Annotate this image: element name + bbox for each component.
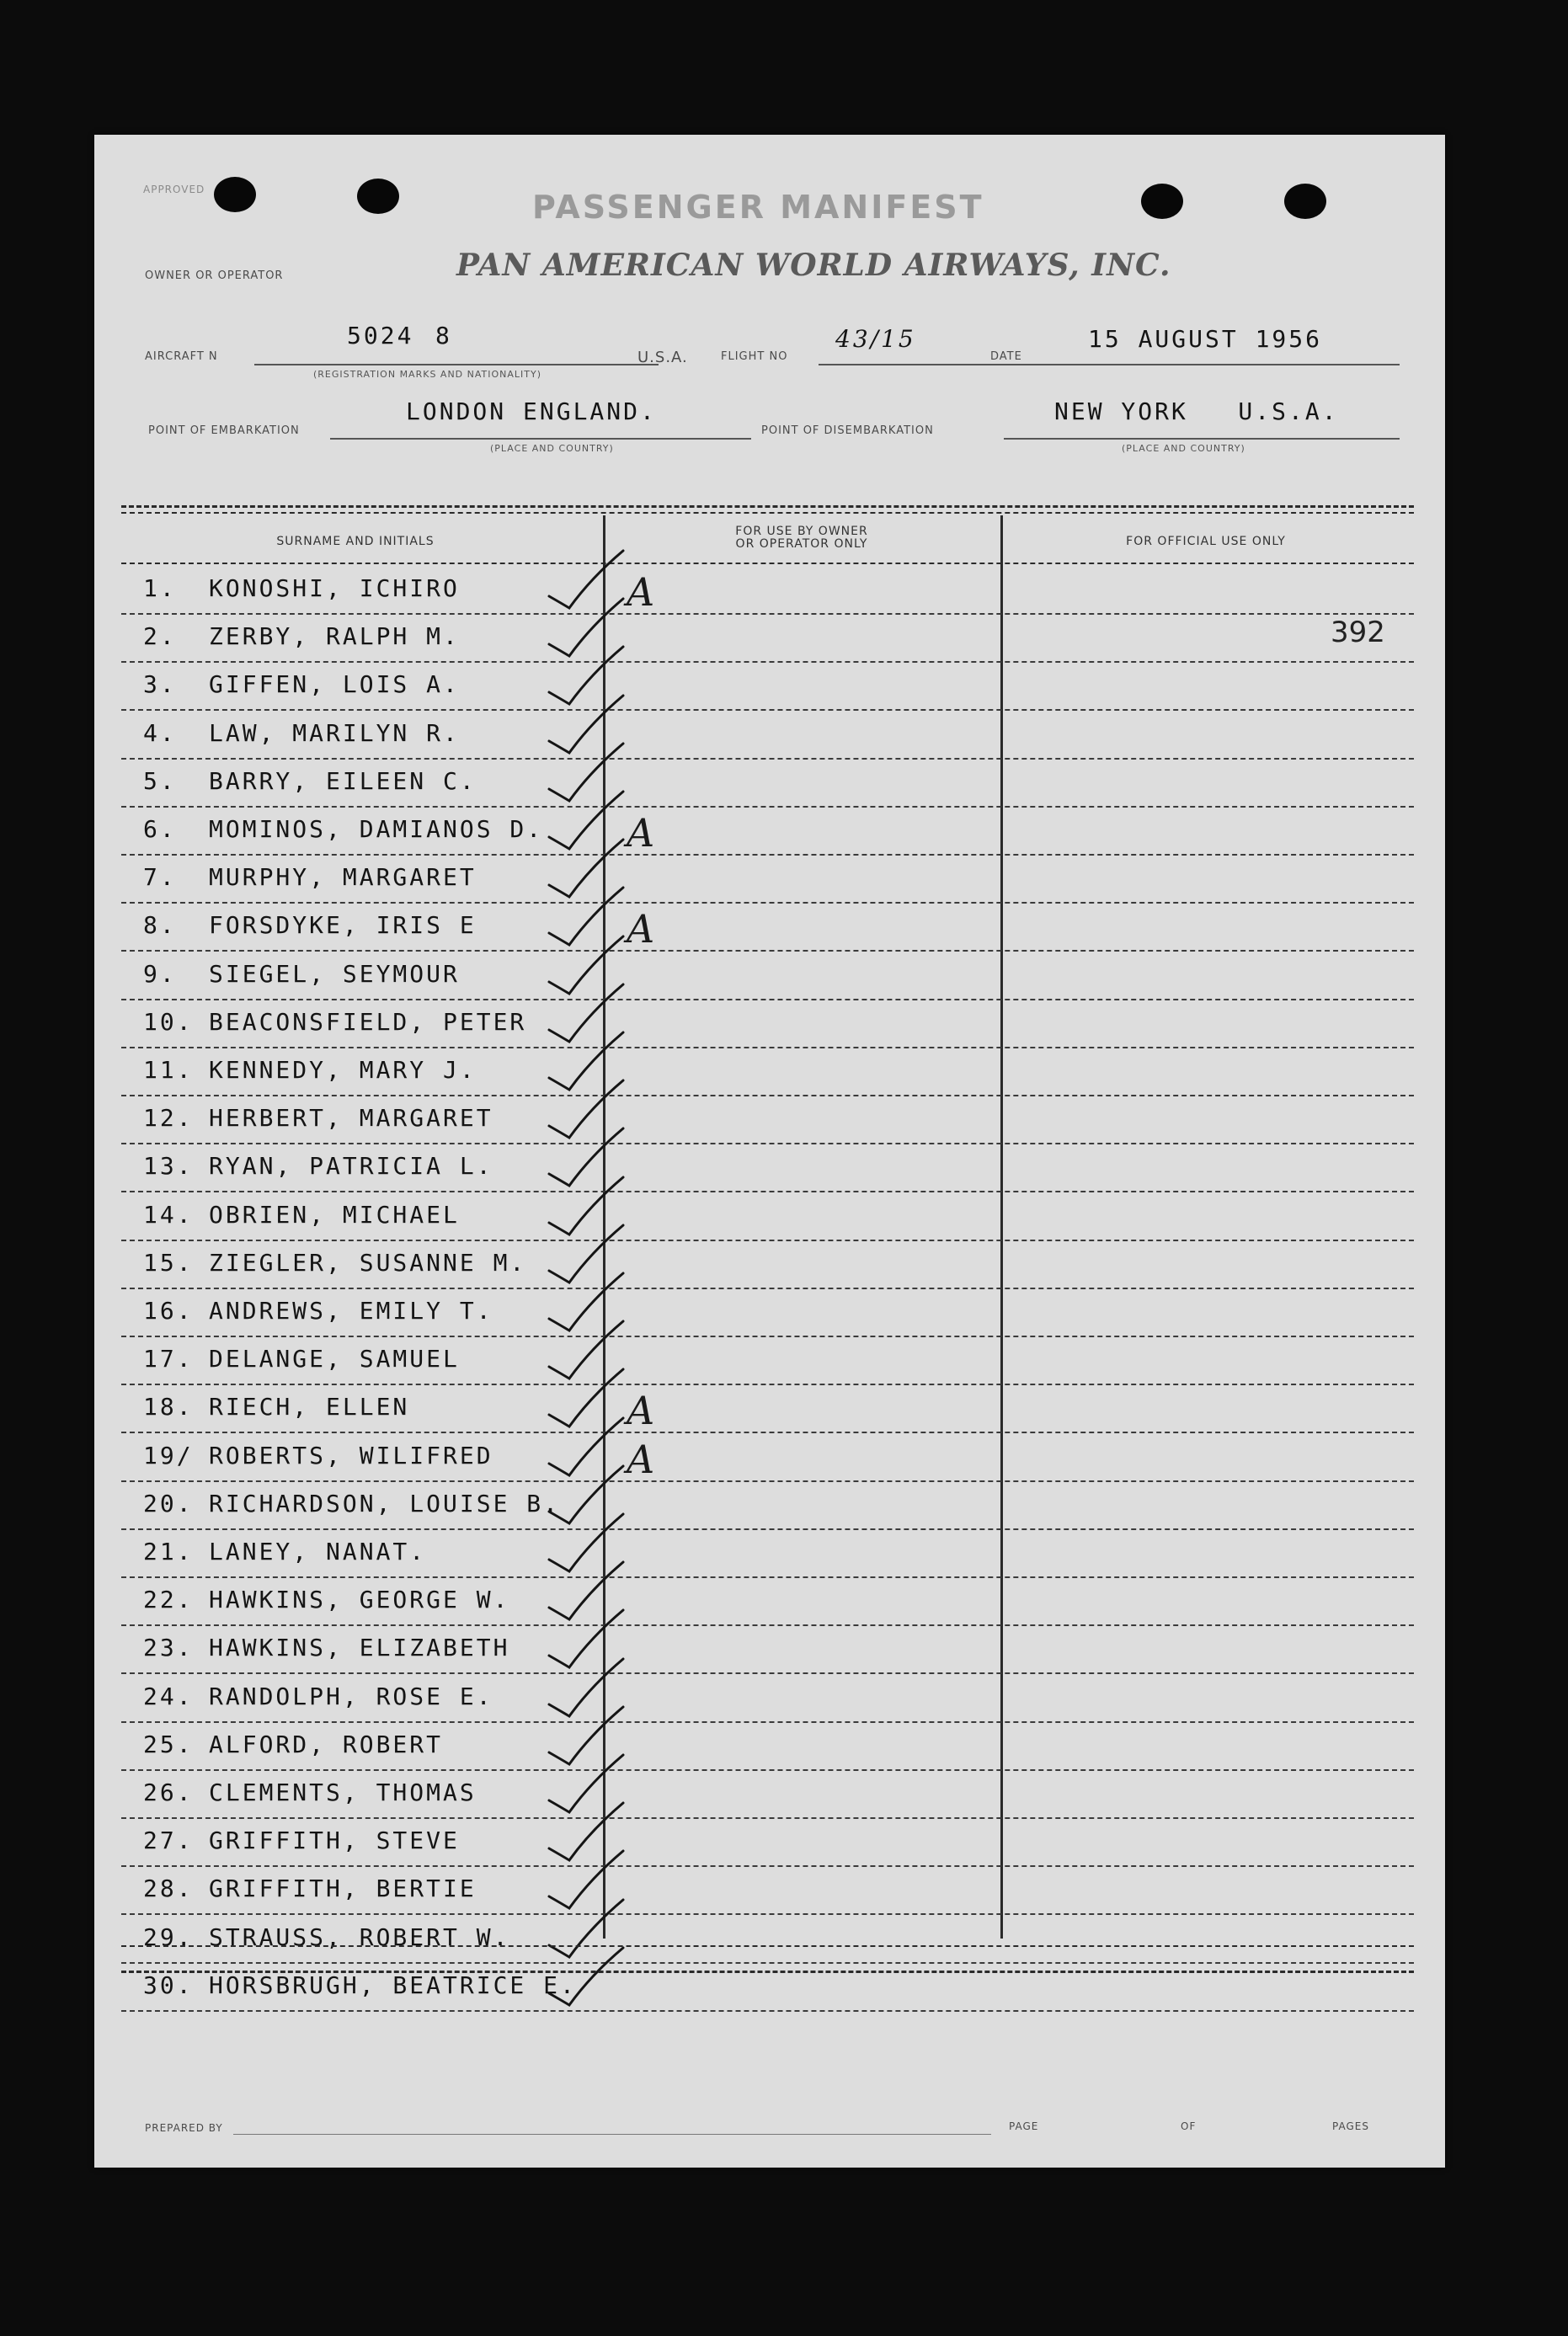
punch-hole-4 (1284, 184, 1326, 219)
passenger-row (94, 1818, 1445, 1866)
passenger-surname: GRIFFITH, STEVE (209, 1827, 460, 1855)
row-rule (121, 2010, 1414, 2012)
operator-mark: A (627, 810, 655, 856)
aircraft-number: 5024 (347, 322, 414, 349)
passenger-number: 7. (143, 863, 177, 892)
passenger-row (94, 662, 1445, 710)
passenger-number: 6. (143, 815, 177, 843)
embark-place-caption: (PLACE AND COUNTRY) (490, 443, 614, 454)
passenger-number: 13. (143, 1152, 194, 1181)
passenger-name (143, 1297, 493, 1325)
disembark-place-caption: (PLACE AND COUNTRY) (1122, 443, 1245, 454)
form-title: PASSENGER MANIFEST (532, 189, 984, 226)
passenger-surname: KONOSHI, ICHIRO (209, 574, 460, 602)
passenger-surname: HORSBRUGH, BEATRICE E. (209, 1971, 577, 1999)
passenger-surname: OBRIEN, MICHAEL (209, 1200, 460, 1229)
passenger-name (143, 960, 460, 988)
passenger-row (94, 1722, 1445, 1770)
passenger-surname: RANDOLPH, ROSE E. (209, 1682, 493, 1710)
operator-mark: A (627, 1388, 655, 1434)
disembarkation-label: POINT OF DISEMBARKATION (761, 424, 934, 437)
passenger-number: 30. (143, 1971, 194, 1999)
flight-label: FLIGHT NO (721, 350, 788, 363)
punch-hole-3 (1141, 184, 1183, 219)
passenger-number: 5. (143, 766, 177, 795)
passenger-surname: RICHARDSON, LOUISE B. (209, 1489, 561, 1517)
operator-mark: A (627, 906, 655, 952)
owner-operator-label: OWNER OR OPERATOR (145, 269, 284, 282)
passenger-name (143, 815, 543, 843)
passenger-row (94, 952, 1445, 1000)
header-owner-line-2: OR OPERATOR ONLY (735, 537, 868, 551)
passenger-row (94, 855, 1445, 903)
passenger-name (143, 1538, 426, 1565)
passenger-number: 18. (143, 1393, 194, 1421)
passenger-name (143, 1634, 509, 1661)
passenger-surname: RYAN, PATRICIA L. (209, 1152, 493, 1181)
passenger-row (94, 1866, 1445, 1914)
passenger-surname: HERBERT, MARGARET (209, 1104, 493, 1133)
passenger-row (94, 1336, 1445, 1384)
passenger-row (94, 1433, 1445, 1481)
passenger-name (143, 1971, 577, 1999)
passenger-name (143, 1345, 460, 1373)
passenger-row (94, 566, 1445, 614)
passenger-surname: BEACONSFIELD, PETER (209, 1007, 527, 1036)
passenger-number: 3. (143, 670, 177, 699)
passenger-name (143, 1586, 509, 1613)
passenger-name (143, 574, 460, 602)
passenger-row (94, 903, 1445, 951)
passenger-surname: BARRY, EILEEN C. (209, 766, 477, 795)
passenger-number: 10. (143, 1007, 194, 1036)
passenger-surname: ZERBY, RALPH M. (209, 622, 460, 651)
passenger-surname: LANEY, NANAT. (209, 1538, 427, 1565)
passenger-row (94, 1770, 1445, 1818)
passenger-number: 20. (143, 1489, 194, 1517)
passenger-number: 15. (143, 1248, 194, 1277)
passenger-number: 23. (143, 1634, 194, 1662)
passenger-surname: ALFORD, ROBERT (209, 1730, 444, 1758)
passenger-name (143, 1827, 460, 1854)
passenger-row (94, 614, 1445, 662)
passenger-row (94, 1000, 1445, 1048)
passenger-surname: HAWKINS, GEORGE W. (209, 1586, 510, 1614)
passenger-row (94, 1288, 1445, 1336)
passenger-name (143, 1152, 493, 1180)
passenger-surname: GRIFFITH, BERTIE (209, 1875, 477, 1903)
header-owner-line-1: FOR USE BY OWNER (735, 525, 868, 538)
passenger-name (143, 1008, 526, 1036)
passenger-name (143, 1779, 477, 1806)
header-owner-use (701, 525, 903, 551)
passenger-row (94, 1625, 1445, 1673)
passenger-number: 17. (143, 1345, 194, 1373)
passenger-name (143, 1442, 493, 1469)
passenger-name (143, 1056, 477, 1084)
passenger-row (94, 759, 1445, 807)
date-label: DATE (990, 350, 1022, 363)
passenger-name (143, 719, 460, 747)
passenger-name (143, 1683, 493, 1710)
page-label: PAGE (1009, 2120, 1039, 2132)
passenger-number: 1. (143, 574, 177, 602)
passenger-surname: GIFFEN, LOIS A. (209, 670, 460, 699)
passenger-name (143, 1104, 493, 1132)
passenger-number: 24. (143, 1682, 194, 1710)
passenger-name (143, 911, 477, 939)
passenger-surname: STRAUSS, ROBERT W. (209, 1923, 510, 1951)
disembarkation-point: NEW YORK U.S.A. (1054, 397, 1339, 425)
passenger-row (94, 1192, 1445, 1240)
aircraft-label: AIRCRAFT N (145, 350, 218, 363)
passenger-surname: MOMINOS, DAMIANOS D. (209, 815, 544, 843)
embarkation-point: LONDON ENGLAND. (406, 397, 657, 425)
passenger-surname: HAWKINS, ELIZABETH (209, 1634, 510, 1662)
passenger-name (143, 767, 477, 795)
operator-mark: A (627, 1436, 655, 1482)
passenger-surname: DELANGE, SAMUEL (209, 1345, 460, 1373)
passenger-name (143, 1393, 409, 1421)
passenger-number: 4. (143, 718, 177, 747)
flight-number: 43/15 (835, 325, 916, 353)
passenger-number: 26. (143, 1779, 194, 1806)
passenger-surname: RIECH, ELLEN (209, 1393, 410, 1421)
passenger-row (94, 1674, 1445, 1722)
passenger-surname: ANDREWS, EMILY T. (209, 1297, 493, 1325)
passenger-row (94, 1915, 1445, 1963)
passenger-surname: FORSDYKE, IRIS E (209, 911, 477, 940)
passenger-surname: LAW, MARILYN R. (209, 718, 460, 747)
passenger-row (94, 1144, 1445, 1192)
pages-label: PAGES (1332, 2120, 1369, 2132)
passenger-number: 14. (143, 1200, 194, 1229)
passenger-number: 21. (143, 1538, 194, 1565)
passenger-number: 28. (143, 1875, 194, 1903)
passenger-row (94, 1384, 1445, 1432)
official-note: 392 (1331, 616, 1385, 650)
passenger-name (143, 1201, 460, 1229)
passenger-name (143, 1249, 526, 1277)
passenger-name (143, 622, 460, 650)
passenger-name (143, 1731, 443, 1758)
passenger-surname: SIEGEL, SEYMOUR (209, 959, 460, 988)
operator-mark: A (627, 569, 655, 615)
passenger-row (94, 1529, 1445, 1577)
passenger-name (143, 863, 477, 891)
registration-caption: (REGISTRATION MARKS AND NATIONALITY) (313, 369, 542, 380)
passenger-surname: MURPHY, MARGARET (209, 863, 477, 892)
passenger-number: 2. (143, 622, 177, 651)
passenger-row (94, 1048, 1445, 1096)
passenger-name (143, 670, 460, 698)
approved-stamp: APPROVED (143, 184, 205, 195)
passenger-number: 9. (143, 959, 177, 988)
passenger-number: 12. (143, 1104, 194, 1133)
flight-date: 15 AUGUST 1956 (1088, 325, 1323, 353)
header-surname: SURNAME AND INITIALS (276, 535, 435, 548)
header-official-use: FOR OFFICIAL USE ONLY (1126, 535, 1286, 548)
passenger-number: 25. (143, 1730, 194, 1758)
passenger-row (94, 807, 1445, 855)
passenger-name (143, 1875, 477, 1902)
check-mark-icon (532, 1941, 633, 2008)
manifest-page (94, 135, 1445, 2168)
passenger-surname: ROBERTS, WILIFRED (209, 1441, 493, 1469)
passenger-surname: KENNEDY, MARY J. (209, 1056, 477, 1084)
passenger-surname: ZIEGLER, SUSANNE M. (209, 1248, 527, 1277)
prepared-by-label: PREPARED BY (145, 2122, 223, 2134)
passenger-row (94, 1240, 1445, 1288)
passenger-row (94, 1096, 1445, 1144)
passenger-number: 11. (143, 1056, 194, 1084)
passenger-number: 27. (143, 1827, 194, 1855)
passenger-row (94, 1481, 1445, 1529)
punch-hole-1 (214, 177, 256, 212)
punch-hole-2 (357, 179, 399, 214)
passenger-surname: CLEMENTS, THOMAS (209, 1779, 477, 1806)
passenger-number: 19/ (143, 1441, 194, 1469)
passenger-number: 22. (143, 1586, 194, 1614)
embarkation-label: POINT OF EMBARKATION (148, 424, 300, 437)
passenger-row (94, 1577, 1445, 1625)
passenger-number: 16. (143, 1297, 194, 1325)
passenger-number: 29. (143, 1923, 194, 1951)
of-label: OF (1181, 2120, 1197, 2132)
passenger-row (94, 711, 1445, 759)
passenger-name (143, 1490, 560, 1517)
usa-label: U.S.A. (637, 349, 688, 366)
operator-name: PAN AMERICAN WORLD AIRWAYS, INC. (456, 248, 1171, 283)
aircraft-extra: 8 (435, 322, 452, 349)
passenger-number: 8. (143, 911, 177, 940)
